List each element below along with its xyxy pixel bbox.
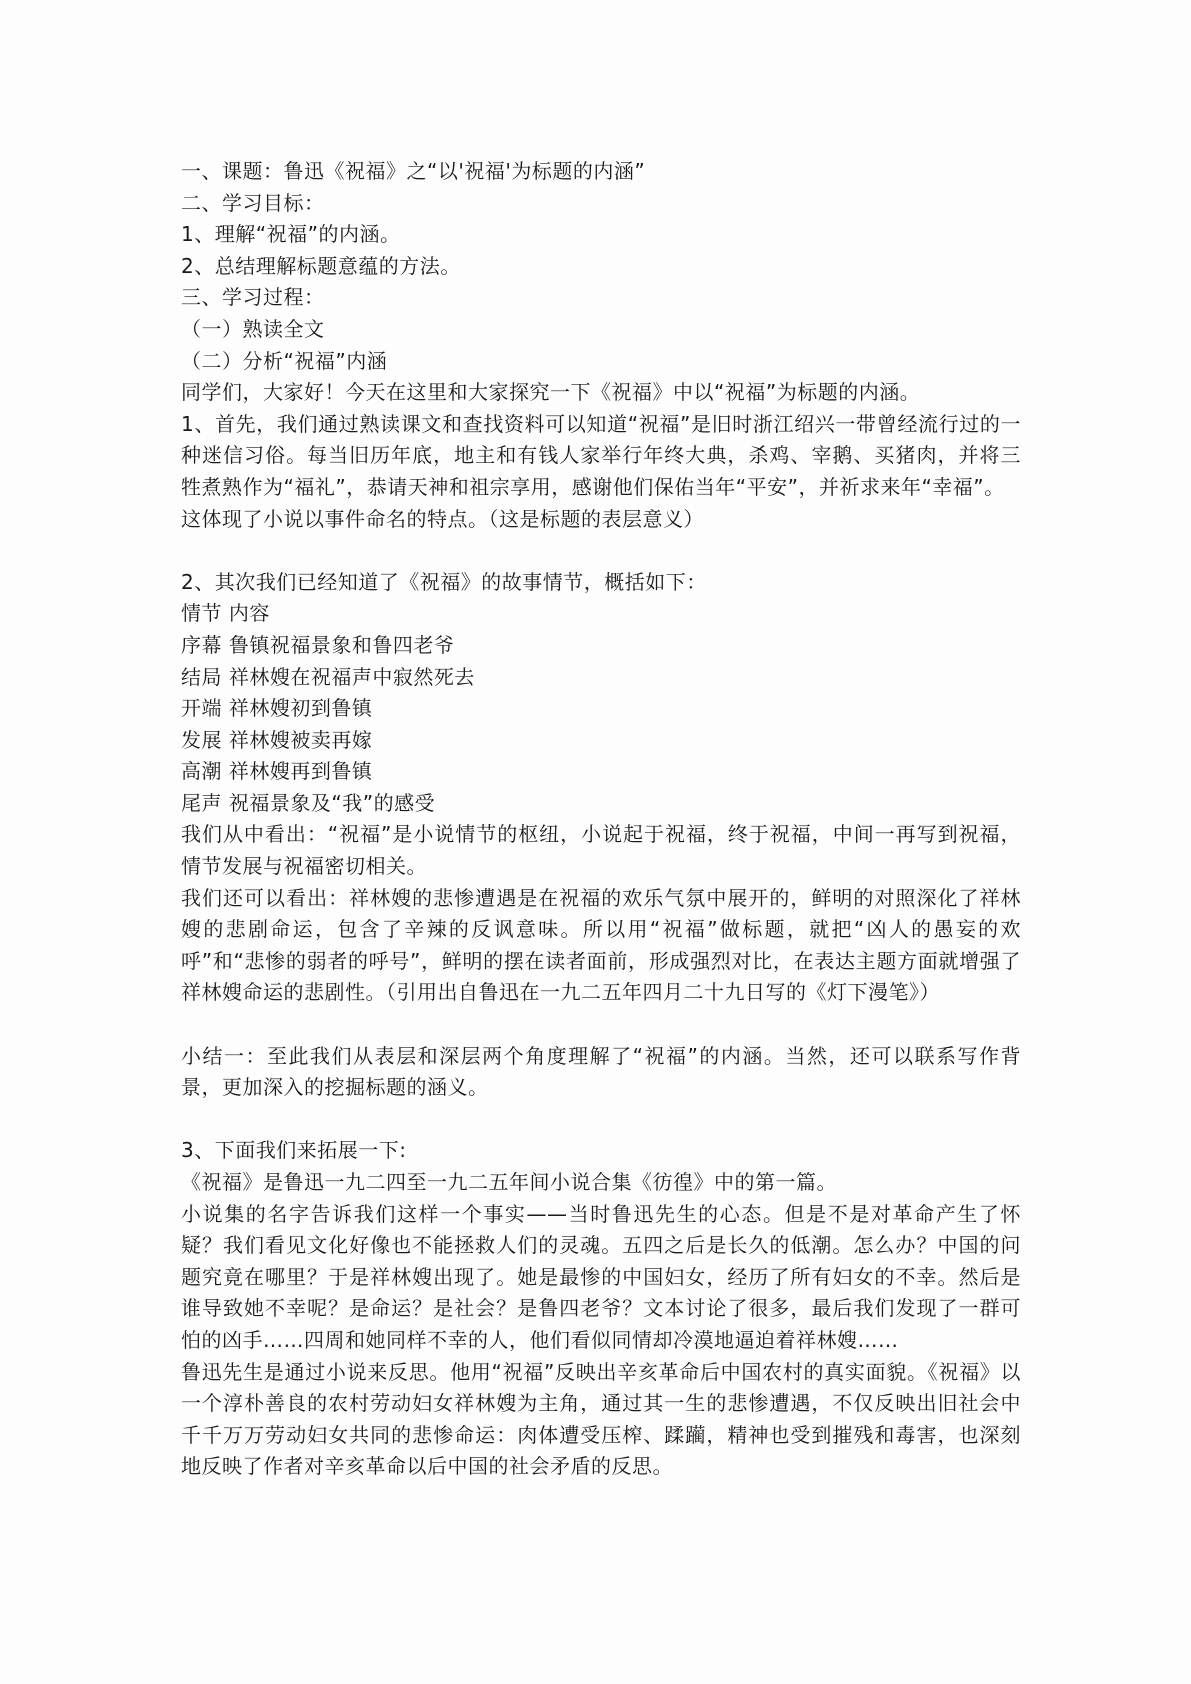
plot-table-row: 高潮 祥林嫂再到鲁镇 <box>181 759 373 784</box>
process-step: （二）分析“祝福”内涵 <box>181 348 388 373</box>
goals-heading: 二、学习目标： <box>181 190 325 215</box>
goal-item: 1、理解“祝福”的内涵。 <box>181 222 401 247</box>
plot-table-row: 情节 内容 <box>181 601 270 626</box>
lesson-title: 一、课题：鲁迅《祝福》之“以'祝福'为标题的内涵” <box>181 159 646 183</box>
summary-paragraph: 小结一：至此我们从表层和深层两个角度理解了“祝福”的内涵。当然，还可以联系写作背景，更加深入的挖掘标题的涵义。 <box>181 1043 1021 1100</box>
blank-line <box>181 1009 1021 1041</box>
blank-line <box>181 1104 1021 1136</box>
extension-paragraph: 《祝福》是鲁迅一九二四至一九二五年间小说合集《彷徨》中的第一篇。 <box>181 1170 837 1194</box>
document-body <box>181 156 1021 1483</box>
process-step: （一）熟读全文 <box>181 316 325 341</box>
plot-table-row: 结局 祥林嫂在祝福声中寂然死去 <box>181 664 475 689</box>
analysis-paragraph: 我们还可以看出：祥林嫂的悲惨遭遇是在祝福的欢乐气氛中展开的，鲜明的对照深化了祥林嫂的悲剧命运，包含了辛辣的反讽意味。所以用“祝福”做标题，就把“凶人的愚妄的欢呼”和“悲惨的弱者的呼号”，鲜明的摆在读者面前，形成强烈对比，在表达主题方面就增强了祥林嫂命运的悲剧性。（引用出自鲁迅在一九二五年四月二十九日写的《灯下漫笔》） <box>181 885 1021 1005</box>
plot-table-row: 发展 祥林嫂被卖再嫁 <box>181 727 373 752</box>
intro-paragraph: 同学们，大家好！今天在这里和大家探究一下《祝福》中以“祝福”为标题的内涵。 <box>181 380 921 405</box>
extension-paragraph: 鲁迅先生是通过小说来反思。他用“祝福”反映出辛亥革命后中国农村的真实面貌。《祝福》以一个淳朴善良的农村劳动妇女祥林嫂为主角，通过其一生的悲惨遭遇，不仅反映出旧社会中千千万万劳动妇女共同的悲惨命运：肉体遭受压榨、蹂躏，精神也受到摧残和毒害，也深刻地反映了作者对辛亥革命以后中国的社会矛盾的反思。 <box>181 1359 1021 1479</box>
goal-item: 2、总结理解标题意蕴的方法。 <box>181 253 461 278</box>
process-heading: 三、学习过程： <box>181 285 325 310</box>
blank-line <box>181 535 1021 567</box>
point-2-heading: 2、其次我们已经知道了《祝福》的故事情节，概括如下： <box>181 569 707 594</box>
point-1-paragraph: 1、首先，我们通过熟读课文和查找资料可以知道“祝福”是旧时浙江绍兴一带曾经流行过的一种迷信习俗。每当旧历年底，地主和有钱人家举行年终大典，杀鸡、宰鹅、买猪肉，并将三牲煮熟作为“福礼”，恭请天神和祖宗享用，感谢他们保佑当年“平安”，并祈求来年“幸福”。 <box>181 411 1021 499</box>
analysis-paragraph: 我们从中看出：“祝福”是小说情节的枢纽，小说起于祝福，终于祝福，中间一再写到祝福，情节发展与祝福密切相关。 <box>181 822 1021 879</box>
extension-paragraph: 小说集的名字告诉我们这样一个事实——当时鲁迅先生的心态。但是不是对革命产生了怀疑？我们看见文化好像也不能拯救人们的灵魂。五四之后是长久的低潮。怎么办？中国的问题究竟在哪里？于是祥林嫂出现了。她是最惨的中国妇女，经历了所有妇女的不幸。然后是谁导致她不幸呢？是命运？是社会？是鲁四老爷？文本讨论了很多，最后我们发现了一群可怕的凶手……四周和她同样不幸的人，他们看似同情却冷漠地逼迫着祥林嫂…… <box>181 1201 1021 1352</box>
plot-table-row: 尾声 祝福景象及“我”的感受 <box>181 790 436 815</box>
plot-table-row: 序幕 鲁镇祝福景象和鲁四老爷 <box>181 632 455 657</box>
plot-table-row: 开端 祥林嫂初到鲁镇 <box>181 696 373 721</box>
point-1-note: 这体现了小说以事件命名的特点。（这是标题的表层意义） <box>181 506 704 531</box>
point-3-heading: 3、下面我们来拓展一下: <box>181 1138 407 1163</box>
